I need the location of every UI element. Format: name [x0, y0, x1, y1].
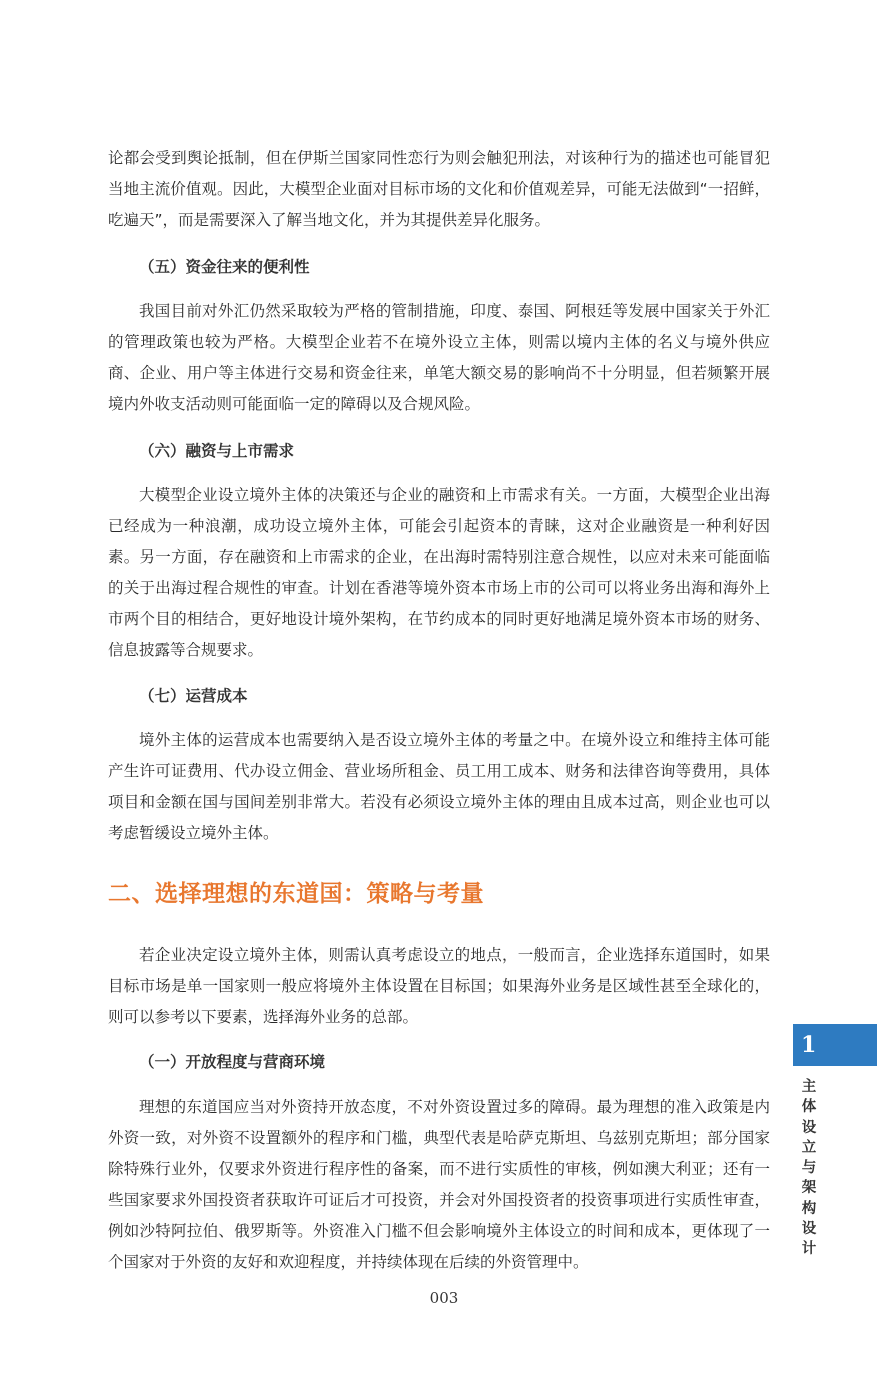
- chapter-title-vertical: 主体设立与架构设计: [801, 1079, 817, 1258]
- paragraph-operating-cost: 境外主体的运营成本也需要纳入是否设立境外主体的考量之中。在境外设立和维持主体可能产生许可证费用、代办设立佣金、营业场所租金、员工用工成本、财务和法律咨询等费用，具体项目和金额在国与国间差别非常大。若没有必须设立境外主体的理由且成本过高，则企业也可以考虑暂缓设立境外主体。: [108, 731, 770, 842]
- paragraph-financing-listing: 大模型企业设立境外主体的决策还与企业的融资和上市需求有关。一方面，大模型企业出海已经成为一种浪潮，成功设立境外主体，可能会引起资本的青睐，这对企业融资是一种利好因素。另一方面，存在融资和上市需求的企业，在出海时需特别注意合规性，以应对未来可能面临的关于出海过程合规性的审查。计划在香港等境外资本市场上市的公司可以将业务出海和海外上市两个目的相结合，更好地设计境外架构，在节约成本的同时更好地满足境外资本市场的财务、信息披露等合规要求。: [108, 486, 770, 659]
- chapter-tab: 1: [793, 1024, 877, 1066]
- paragraph-openness: 理想的东道国应当对外资持开放态度，不对外资设置过多的障碍。最为理想的准入政策是内外资一致，对外资不设置额外的程序和门槛，典型代表是哈萨克斯坦、乌兹别克斯坦；部分国家除特殊行业外，仅要求外资进行程序性的备案，而不进行实质性的审核，例如澳大利亚；还有一些国家要求外国投资者获取许可证后才可投资，并会对外国投资者的投资事项进行实质性审查，例如沙特阿拉伯、俄罗斯等。外资准入门槛不但会影响境外主体设立的时间和成本，更体现了一个国家对于外资的友好和欢迎程度，并持续体现在后续的外资管理中。: [108, 1098, 770, 1271]
- paragraph-funds-flow: 我国目前对外汇仍然采取较为严格的管制措施，印度、泰国、阿根廷等发展中国家关于外汇的管理政策也较为严格。大模型企业若不在境外设立主体，则需以境内主体的名义与境外供应商、企业、用户等主体进行交易和资金往来，单笔大额交易的影响尚不十分明显，但若频繁开展境内外收支活动则可能面临一定的障碍以及合规风险。: [108, 302, 770, 413]
- paragraph-host-country-intro: 若企业决定设立境外主体，则需认真考虑设立的地点，一般而言，企业选择东道国时，如果目标市场是单一国家则一般应将境外主体设置在目标国；如果海外业务是区域性甚至全球化的，则可以参考以下要素，选择海外业务的总部。: [108, 946, 770, 1026]
- section-heading: 二、选择理想的东道国：策略与考量: [108, 881, 484, 907]
- paragraph-cultural-values: 论都会受到舆论抵制，但在伊斯兰国家同性恋行为则会触犯刑法，对该种行为的描述也可能冒犯当地主流价值观。因此，大模型企业面对目标市场的文化和价值观差异，可能无法做到“一招鲜，吃遍天”，而是需要深入了解当地文化，并为其提供差异化服务。: [108, 149, 770, 229]
- page-number: 003: [429, 1289, 459, 1307]
- subheading-financing-listing: （六）融资与上市需求: [139, 442, 295, 460]
- subheading-operating-cost: （七）运营成本: [139, 687, 248, 705]
- subheading-openness: （一）开放程度与营商环境: [139, 1053, 326, 1071]
- subheading-funds-flow: （五）资金往来的便利性: [139, 258, 310, 276]
